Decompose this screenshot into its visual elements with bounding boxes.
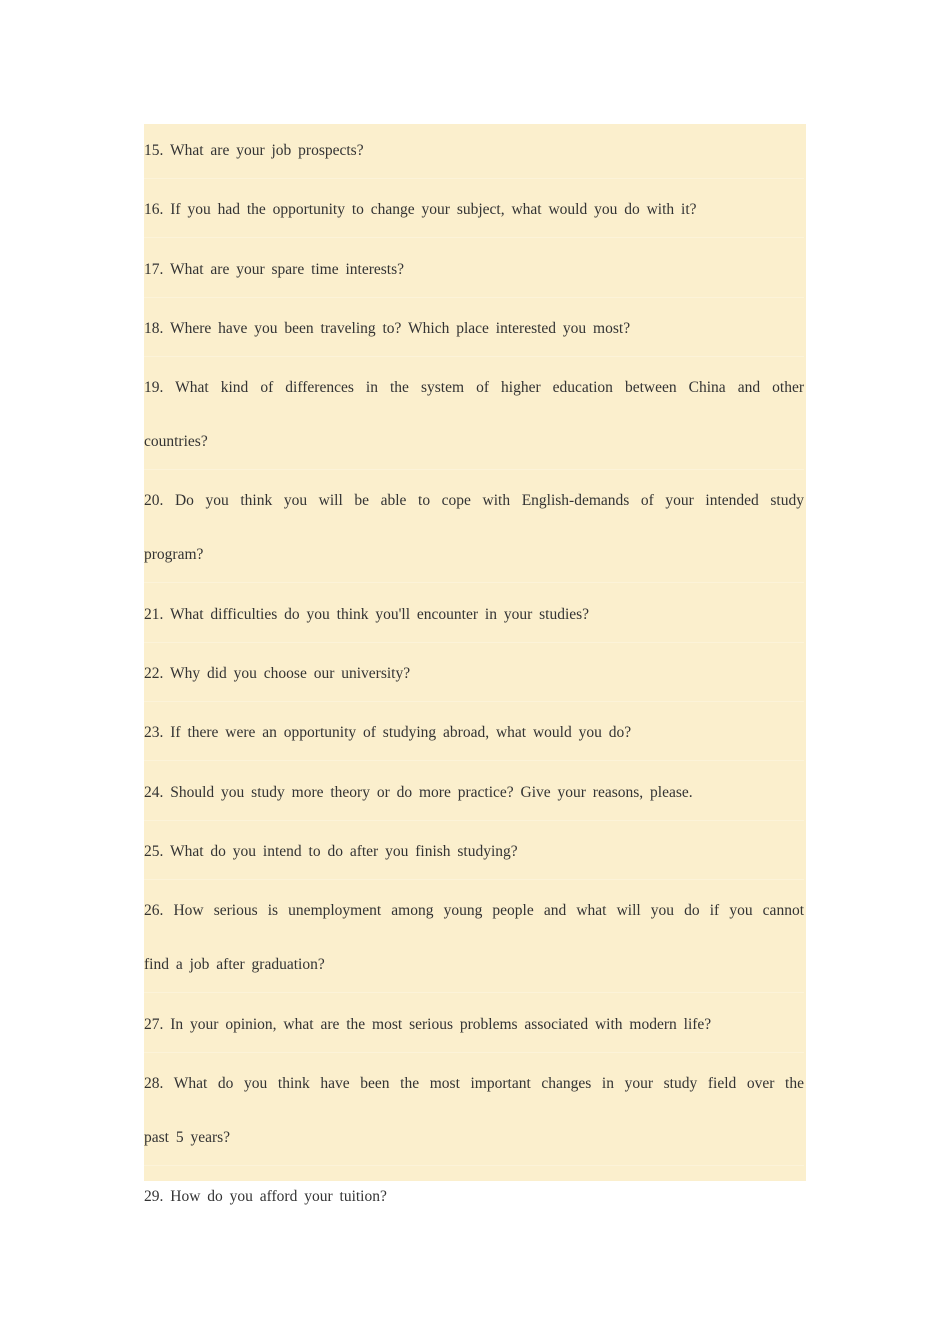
question-text: 27. In your opinion, what are the most serious problems associated with modern life? xyxy=(144,1015,712,1033)
question-text: 22. Why did you choose our university? xyxy=(144,665,411,683)
question-text: 17. What are your spare time interests? xyxy=(144,260,405,278)
question-text: 21. What difficulties do you think you'll encounter in your studies? xyxy=(144,605,590,623)
question-list xyxy=(144,124,804,1229)
question-21 xyxy=(144,588,804,643)
question-text-line-2: program? xyxy=(144,546,204,564)
question-text-line-2: find a job after graduation? xyxy=(144,956,325,974)
question-15 xyxy=(144,124,804,179)
question-text: 18. Where have you been traveling to? Which place interested you most? xyxy=(144,319,631,337)
question-text: 23. If there were an opportunity of studying abroad, what would you do? xyxy=(144,724,632,742)
question-text-line-1: 20. Do you think you will be able to cope with English-demands of your intended study xyxy=(144,492,804,510)
question-24 xyxy=(144,766,804,821)
question-17 xyxy=(144,243,804,298)
question-22 xyxy=(144,647,804,702)
question-text: 15. What are your job prospects? xyxy=(144,142,364,159)
question-text-line-1: 19. What kind of differences in the system of higher education between China and other xyxy=(144,379,804,397)
question-27 xyxy=(144,998,804,1053)
question-text: 24. Should you study more theory or do more practice? Give your reasons, please. xyxy=(144,783,693,801)
question-28 xyxy=(144,1057,804,1166)
question-text-line-2: countries? xyxy=(144,433,208,451)
question-18 xyxy=(144,302,804,357)
question-20 xyxy=(144,474,804,583)
question-19 xyxy=(144,361,804,470)
question-text-line-2: past 5 years? xyxy=(144,1128,231,1146)
question-text: 29. How do you afford your tuition? xyxy=(144,1188,387,1206)
question-text-line-1: 28. What do you think have been the most important changes in your study field over the xyxy=(144,1074,804,1092)
question-text: 25. What do you intend to do after you finish studying? xyxy=(144,842,518,860)
question-text-line-1: 26. How serious is unemployment among young people and what will you do if you cannot xyxy=(144,902,804,920)
question-16 xyxy=(144,183,804,238)
question-text: 16. If you had the opportunity to change your subject, what would you do with it? xyxy=(144,201,697,219)
question-26 xyxy=(144,884,804,993)
question-25 xyxy=(144,825,804,880)
question-29 xyxy=(144,1170,804,1225)
question-23 xyxy=(144,706,804,761)
